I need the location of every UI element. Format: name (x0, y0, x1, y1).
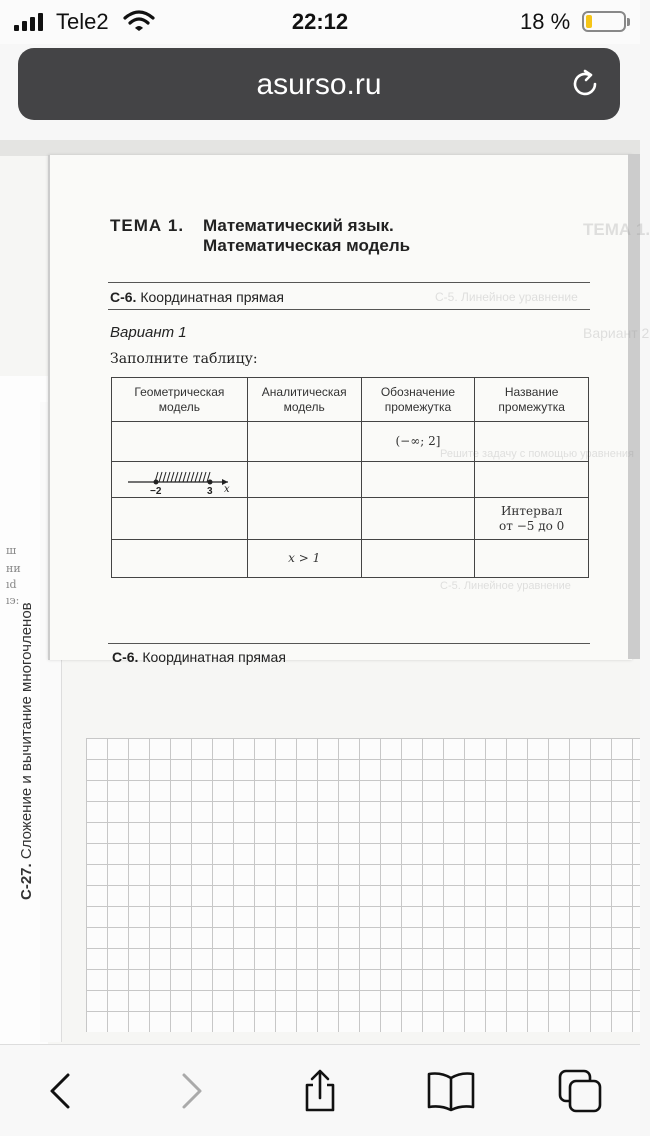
table-cell: x > 1 (247, 540, 361, 578)
status-bar (0, 0, 640, 44)
table-row (112, 540, 589, 578)
point-right (208, 479, 213, 484)
table-row (112, 422, 589, 462)
reload-icon[interactable] (569, 68, 601, 100)
table-row (112, 462, 589, 498)
bookmarks-icon[interactable] (426, 1069, 476, 1113)
back-icon[interactable] (38, 1069, 82, 1113)
theme-subtitle: Математическая модель (203, 236, 411, 255)
variant-label: Вариант 1 (110, 324, 187, 341)
task-text: Заполните таблицу: (110, 351, 258, 367)
url-text[interactable]: asurso.ru (256, 68, 382, 101)
table-cell (112, 540, 248, 578)
left-point-label: −2 (150, 485, 162, 497)
table-cell (247, 498, 361, 540)
table-cell (475, 462, 589, 498)
table-cell (112, 462, 248, 498)
share-icon[interactable] (298, 1069, 342, 1113)
table-header-cell: Название промежутка (475, 378, 589, 422)
point-left (154, 479, 159, 484)
table-cell: Интервал от −5 до 0 (475, 498, 589, 540)
table-cell (361, 540, 475, 578)
table-header-cell: Геометрическая модель (112, 378, 248, 422)
table-cell (112, 422, 248, 462)
status-time: 22:12 (291, 9, 349, 34)
number-line (124, 465, 234, 495)
section-heading: С-6. Координатная прямая (110, 289, 284, 305)
table-cell (247, 462, 361, 498)
table-cell (247, 422, 361, 462)
table-cell (475, 540, 589, 578)
address-bar[interactable] (18, 48, 620, 120)
table-cell (361, 462, 475, 498)
browser-toolbar (0, 1044, 640, 1136)
side-section-heading: С-27. Сложение и вычитание многочленов (18, 602, 35, 900)
intervals-table (111, 377, 589, 577)
battery-percent: 18 % (520, 9, 571, 34)
theme-title: Математический язык. (203, 216, 394, 235)
table-header-cell: Аналитическая модель (247, 378, 361, 422)
battery-icon (582, 11, 626, 32)
table-cell (361, 498, 475, 540)
theme-number: ТЕМА 1. (110, 216, 185, 235)
grid-paper (86, 738, 640, 1032)
table-header-cell: Обозначение промежутка (361, 378, 475, 422)
table-cell (112, 498, 248, 540)
bottom-section-heading: С-6. Координатная прямая (112, 649, 286, 665)
table-cell (475, 422, 589, 462)
table-cell: (−∞; 2] (361, 422, 475, 462)
carrier-name: Tele2 (56, 9, 109, 34)
right-point-label: 3 (207, 485, 213, 497)
table-header-row (112, 378, 589, 422)
axis-label: x (224, 483, 231, 495)
tabs-icon[interactable] (558, 1069, 602, 1113)
page-content: ш ни ıd ıэ: С-27. Сложение и вычитание многочленов ТЕМА 1. С-5. Линейное уравнение Вариант 2 Решите задачу с помощью уравнения С-5. Линейное уравнение ТЕМА 1. Математический язык. Математическая модель С-6. Координатная прямая Вариант 1 Заполните таблицу: Геометрическая модель Аналитическая модель Обозначение промежутка Название промежутка (−∞; 2] −2 3 x Интервал от −5 до 0 x > 1 С-6. Координатная прямая (0, 140, 640, 1044)
forward-icon[interactable] (170, 1069, 214, 1113)
number-line-hatching (155, 472, 210, 482)
table-row (112, 498, 589, 540)
battery-level (586, 15, 592, 28)
